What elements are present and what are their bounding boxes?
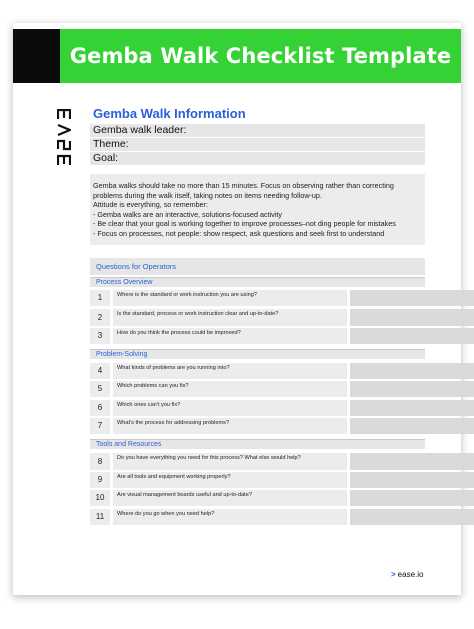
instructions-line: - Be clear that your goal is working together to improve processes–not ding people for mistakes bbox=[93, 219, 396, 229]
checklist-page bbox=[13, 23, 461, 595]
answer-cell[interactable] bbox=[350, 328, 474, 344]
instructions-text bbox=[90, 174, 425, 245]
answer-cell[interactable] bbox=[350, 381, 474, 397]
theme-field[interactable]: Theme: bbox=[90, 138, 425, 151]
question-row bbox=[90, 490, 425, 506]
footer-brand[interactable] bbox=[391, 570, 423, 579]
question-number: 2 bbox=[90, 309, 110, 326]
question-text: Which problems can you fix? bbox=[113, 381, 347, 397]
goal-field[interactable]: Goal: bbox=[90, 152, 425, 165]
info-section-title: Gemba Walk Information bbox=[93, 106, 246, 121]
question-row bbox=[90, 509, 425, 525]
instructions-line: - Gemba walks are an interactive, solutions-focused activity bbox=[93, 209, 282, 219]
question-text: Is the standard, process or work instruction clear and up-to-date? bbox=[113, 309, 347, 326]
question-text: How do you think the process could be improved? bbox=[113, 328, 347, 344]
section-tools-resources: Tools and Resources bbox=[90, 439, 425, 449]
page-title: Gemba Walk Checklist Template bbox=[69, 44, 452, 68]
question-row bbox=[90, 472, 425, 488]
section-problem-solving: Problem-Solving bbox=[90, 349, 425, 359]
ease-logo bbox=[57, 109, 71, 169]
question-row bbox=[90, 453, 425, 470]
question-row bbox=[90, 381, 425, 397]
question-number: 9 bbox=[90, 472, 110, 488]
question-text: Where is the standard or work instruction you are using? bbox=[113, 290, 347, 306]
question-number: 3 bbox=[90, 328, 110, 344]
question-number: 11 bbox=[90, 509, 110, 525]
question-row bbox=[90, 328, 425, 344]
footer-link[interactable]: ease.io bbox=[397, 570, 424, 579]
chevron-right-icon: > bbox=[391, 570, 396, 579]
instructions-line: Gemba walks should take no more than 15 minutes. Focus on observing rather than correcting bbox=[93, 181, 394, 190]
question-text: What's the process for addressing problems? bbox=[113, 418, 347, 434]
question-text: Do you have everything you need for this process? What else would help? bbox=[113, 453, 347, 470]
answer-cell[interactable] bbox=[350, 290, 474, 306]
question-text: Are all tools and equipment working properly? bbox=[113, 472, 347, 488]
answer-cell[interactable] bbox=[350, 509, 474, 525]
instructions-line: - Focus on processes, not people: show respect, ask questions and seek first to understand bbox=[93, 228, 385, 238]
question-number: 1 bbox=[90, 290, 110, 306]
header-banner bbox=[60, 29, 461, 83]
question-row bbox=[90, 309, 425, 326]
question-row bbox=[90, 363, 425, 379]
instructions-line: Attitude is everything, so remember: bbox=[93, 200, 209, 210]
answer-cell[interactable] bbox=[350, 453, 474, 470]
question-text: Are visual management boards useful and up-to-date? bbox=[113, 490, 347, 506]
section-process-overview: Process Overview bbox=[90, 277, 425, 287]
question-text: Where do you go when you need help? bbox=[113, 509, 347, 525]
instructions-line: problems during the walk itself, taking notes on items needing follow-up. bbox=[93, 190, 322, 200]
question-text: What kinds of problems are you running into? bbox=[113, 363, 347, 379]
answer-cell[interactable] bbox=[350, 400, 474, 416]
header-black-block bbox=[13, 29, 60, 83]
question-number: 8 bbox=[90, 453, 110, 470]
question-number: 10 bbox=[90, 490, 110, 506]
question-number: 7 bbox=[90, 418, 110, 434]
question-number: 5 bbox=[90, 381, 110, 397]
question-text: Which ones can't you fix? bbox=[113, 400, 347, 416]
answer-cell[interactable] bbox=[350, 309, 474, 326]
question-row bbox=[90, 290, 425, 306]
question-row bbox=[90, 400, 425, 416]
answer-cell[interactable] bbox=[350, 490, 474, 506]
answer-cell[interactable] bbox=[350, 418, 474, 434]
answer-cell[interactable] bbox=[350, 363, 474, 379]
question-number: 4 bbox=[90, 363, 110, 379]
answer-cell[interactable] bbox=[350, 472, 474, 488]
leader-field[interactable]: Gemba walk leader: bbox=[90, 124, 425, 137]
question-row bbox=[90, 418, 425, 434]
questions-header: Questions for Operators bbox=[90, 258, 425, 275]
question-number: 6 bbox=[90, 400, 110, 416]
